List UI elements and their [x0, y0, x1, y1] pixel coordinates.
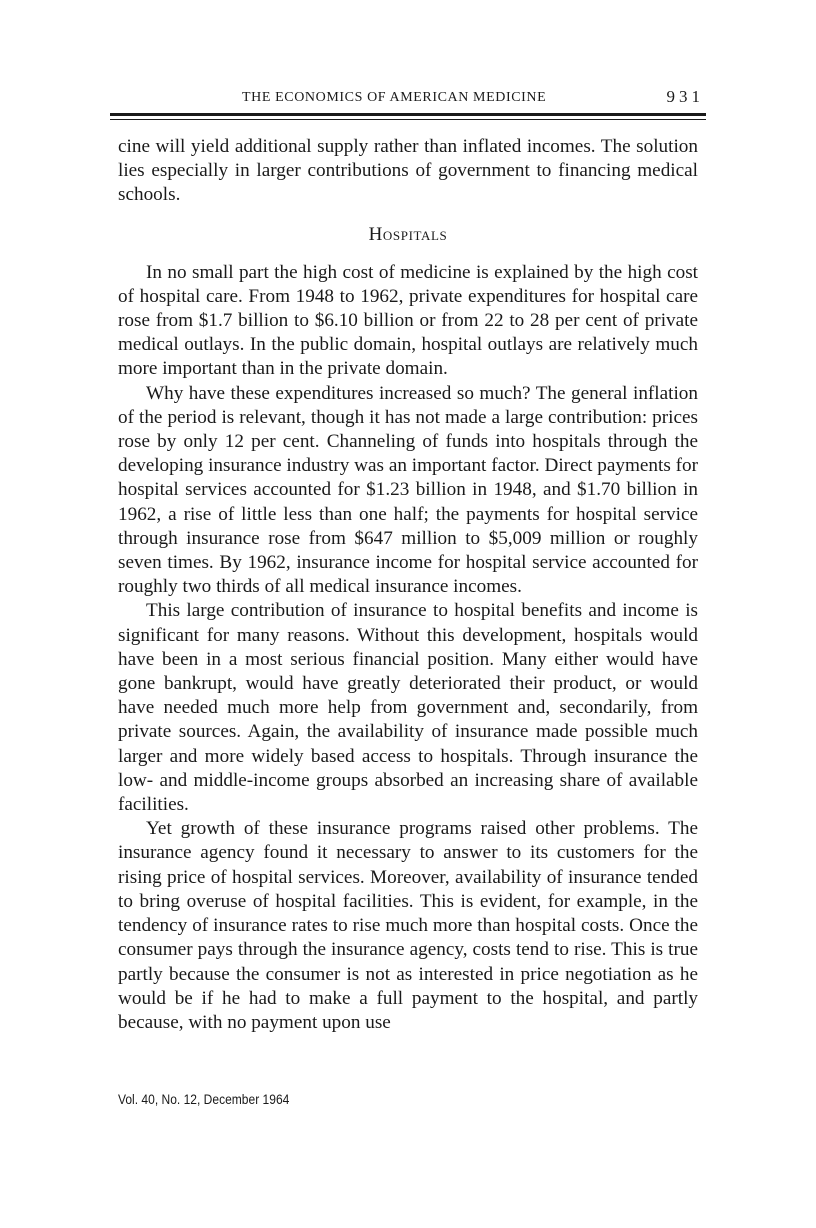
paragraph: This large contribution of insurance to hospital benefits and income is significant for many reasons. Without this development, hospitals would have been in a most serious financial position. Many either would have gone bankrupt, would have greatly deteriorated their product, or would have needed much more help from government and, secondarily, from private sources. Again, the availability of insurance made possible much larger and more widely based access to hospitals. Through insurance the low- and middle-income groups absorbed an increasing share of available facilities. [118, 600, 698, 816]
header-rule-thin [110, 119, 706, 120]
running-title: THE ECONOMICS OF AMERICAN MEDICINE [242, 90, 547, 105]
page-number: 931 [666, 87, 704, 106]
paragraph: Yet growth of these insurance programs raised other problems. The insurance agency found it necessary to answer to its customers for the rising price of hospital services. Moreover, availability of insurance tended to bring overuse of hospital facilities. This is evident, for example, in the tendency of insurance rates to rise much more than hospital costs. Once the consumer pays through the insurance agency, costs tend to rise. This is true partly because the consumer is not as interested in price negotiation as he would be if he had to make a full payment to the hospital, and partly because, with no payment upon use [118, 818, 698, 1033]
journal-citation: Vol. 40, No. 12, December 1964 [118, 1091, 290, 1107]
paragraph-continued: cine will yield additional supply rather than inflated incomes. The solution lies especially in larger contributions of government to financing medical schools. [118, 136, 698, 206]
section-heading: Hospitals [368, 223, 448, 245]
running-header [110, 86, 706, 112]
header-rule-thick [110, 113, 706, 116]
paragraph: Why have these expenditures increased so much? The general inflation of the period is relevant, though it has not made a large contribution: prices rose by only 12 per cent. Channeling of funds into hospitals through the developing insurance industry was an important factor. Direct payments for hospital services accounted for $1.23 billion in 1948, and $1.70 billion in 1962, a rise of little less than one half; the payments for hospital service through insurance rose from $647 million to $5,009 million or roughly seven times. By 1962, insurance income for hospital service accounted for roughly two thirds of all medical insurance incomes. [118, 382, 698, 598]
article-body [118, 135, 698, 1035]
paragraph: In no small part the high cost of medicine is explained by the high cost of hospital care. From 1948 to 1962, private expenditures for hospital care rose from $1.7 billion to $6.10 billion or from 22 to 28 per cent of private medical outlays. In the public domain, hospital outlays are relatively much more important than in the private domain. [118, 261, 698, 380]
